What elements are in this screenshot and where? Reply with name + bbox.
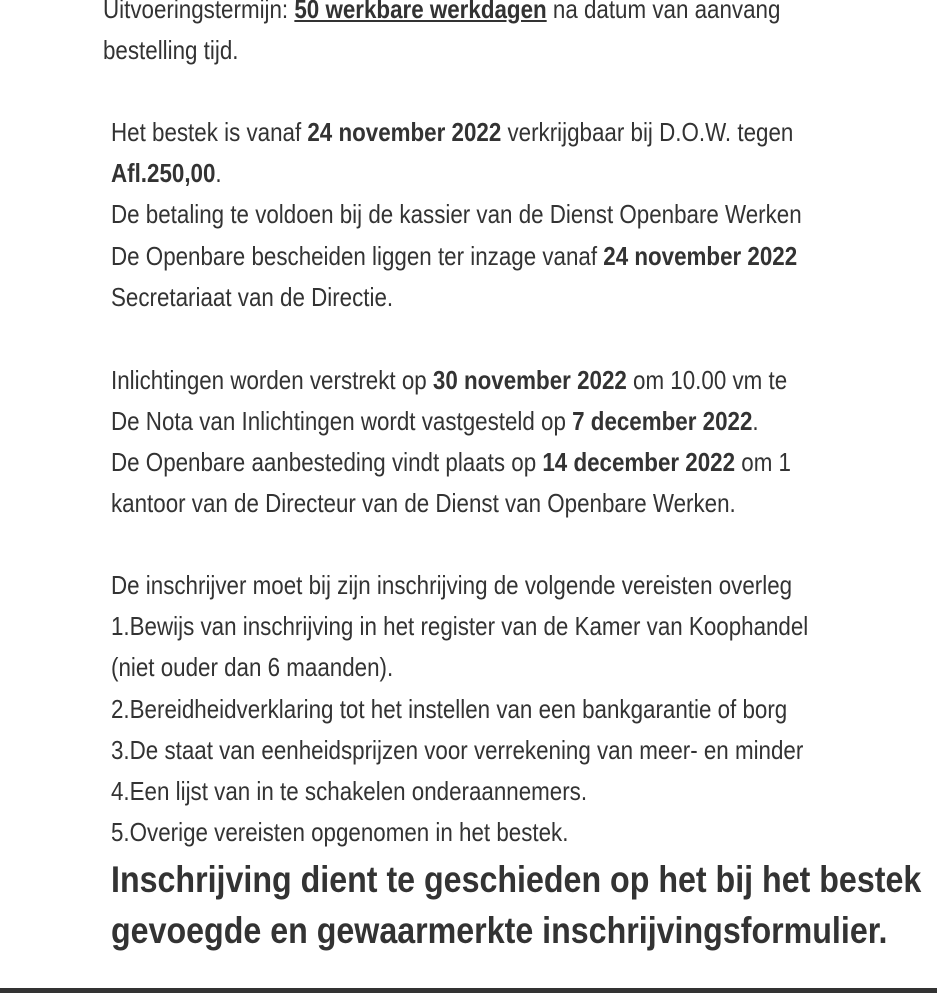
tender-label: De Openbare aanbesteding vindt plaats op [111, 447, 543, 477]
bestek-label: Het bestek is vanaf [111, 117, 308, 147]
bottom-divider [0, 988, 937, 993]
bestek-price-end: . [215, 158, 222, 188]
execution-term-line-2: bestelling tijd. [103, 35, 239, 65]
tender-date: 14 december 2022 [542, 447, 736, 477]
info-date: 30 november 2022 [432, 365, 627, 395]
requirement-item-4: 4.Een lijst van in te schakelen onderaannemers. [111, 776, 588, 806]
inspection-line [111, 241, 797, 271]
bestek-suffix: verkrijgbaar bij D.O.W. tegen [501, 117, 794, 147]
nota-label: De Nota van Inlichtingen wordt vastgesteld op [111, 406, 573, 436]
nota-suffix: . [752, 406, 759, 436]
nota-line [111, 406, 759, 436]
nota-date: 7 december 2022 [572, 406, 753, 436]
info-label: Inlichtingen worden verstrekt op [111, 365, 433, 395]
execution-term-suffix: na datum van aanvang [546, 0, 781, 24]
execution-term-line [103, 0, 780, 24]
payment-line: De betaling te voldoen bij de kassier van de Dienst Openbare Werken [111, 199, 802, 229]
bestek-date: 24 november 2022 [307, 117, 502, 147]
tender-suffix: om 1 [735, 447, 791, 477]
requirement-item-5: 5.Overige vereisten opgenomen in het bestek. [111, 817, 569, 847]
tender-line-2: kantoor van de Directeur van de Dienst van Openbare Werken. [111, 488, 736, 518]
inspection-date: 24 november 2022 [603, 241, 798, 271]
requirement-item-3: 3.De staat van eenheidsprijzen voor verrekening van meer- en minder [111, 735, 804, 765]
requirement-item-2: 2.Bereidheidverklaring tot het instellen van een bankgarantie of borg [111, 694, 788, 724]
tender-line [111, 447, 791, 477]
execution-term-days: 50 werkbare werkdagen [294, 0, 547, 24]
info-suffix: om 10.00 vm te [626, 365, 788, 395]
registration-notice-line-2: gevoegde en gewaarmerkte inschrijvingsformulier. [111, 910, 888, 951]
bestek-availability-line [111, 117, 793, 147]
info-line [111, 365, 787, 395]
requirement-item-1-note: (niet ouder dan 6 maanden). [111, 652, 394, 682]
bestek-price: Afl.250,00 [111, 158, 216, 188]
inspection-label: De Openbare bescheiden liggen ter inzage vanaf [111, 241, 604, 271]
bestek-price-line [111, 158, 222, 188]
execution-term-label: Uitvoeringstermijn: [103, 0, 295, 24]
requirement-item-1: 1.Bewijs van inschrijving in het register van de Kamer van Koophandel [111, 611, 809, 641]
registration-notice-line-1: Inschrijving dient te geschieden op het bij het bestek [111, 859, 922, 900]
inspection-line-2: Secretariaat van de Directie. [111, 282, 394, 312]
requirements-intro: De inschrijver moet bij zijn inschrijving de volgende vereisten overleg [111, 570, 793, 600]
